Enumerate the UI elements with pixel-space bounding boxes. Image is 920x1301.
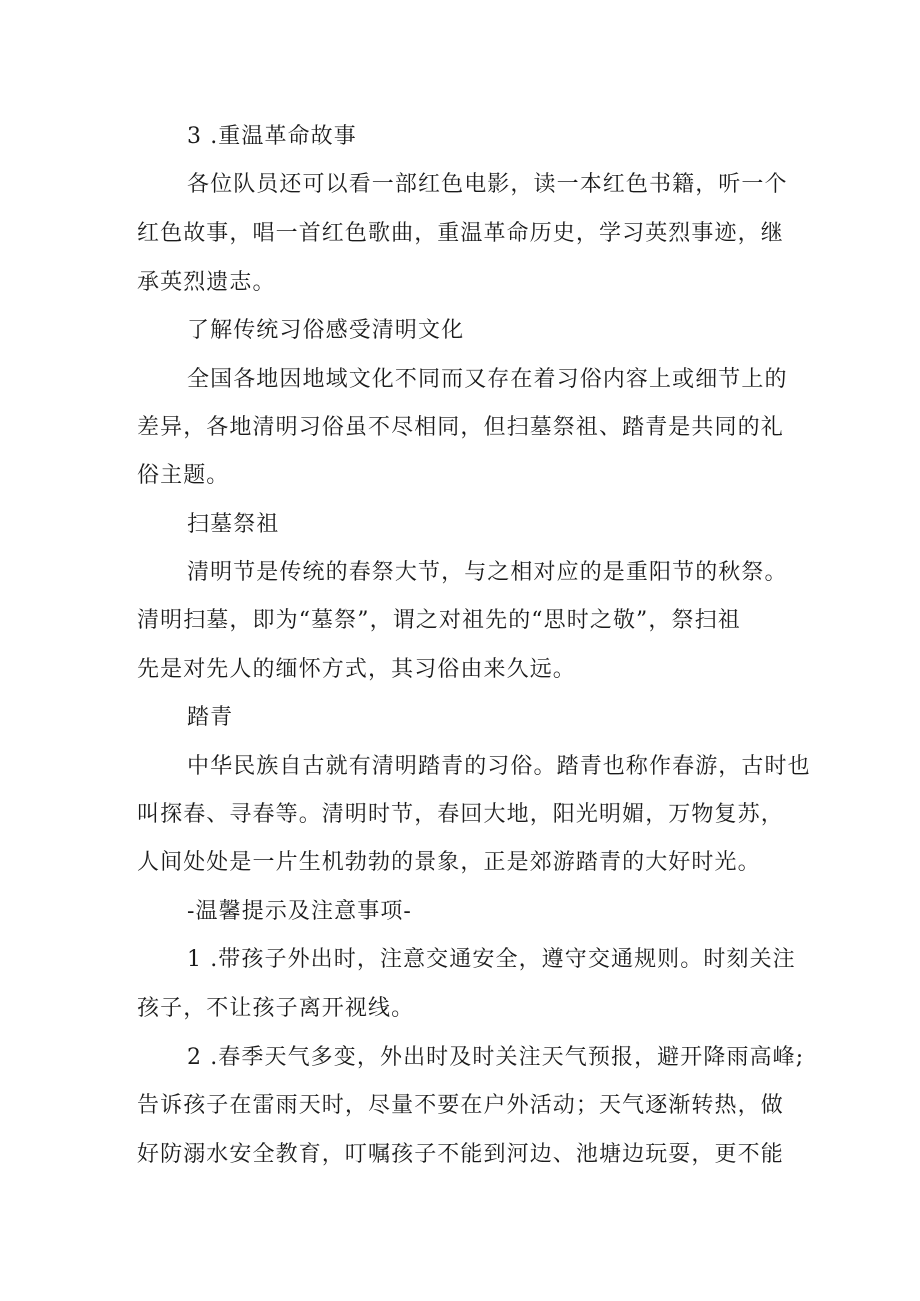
paragraph-line: 中华民族自古就有清明踏青的习俗。踏青也称作春游，古时也 bbox=[187, 754, 811, 779]
section-heading-revolution-stories: 3 .重温革命故事 bbox=[187, 124, 357, 149]
paragraph-line: 全国各地因地域文化不同而又存在着习俗内容上或细节上的 bbox=[187, 367, 788, 392]
paragraph-line: 俗主题。 bbox=[137, 463, 230, 488]
paragraph-line: 差异，各地清明习俗虽不尽相同，但扫墓祭祖、踏青是共同的礼 bbox=[137, 415, 784, 440]
paragraph-line: 清明节是传统的春祭大节，与之相对应的是重阳节的秋祭。 bbox=[187, 560, 788, 585]
paragraph-line: 红色故事，唱一首红色歌曲，重温革命历史，学习英烈事迹，继 bbox=[137, 221, 784, 246]
section-heading-tips: -温馨提示及注意事项- bbox=[187, 899, 412, 924]
paragraph-line: 叫探春、寻春等。清明时节，春回大地，阳光明媚，万物复苏， bbox=[137, 802, 784, 827]
paragraph-line: 各位队员还可以看一部红色电影，读一本红色书籍，听一个 bbox=[187, 172, 788, 197]
section-heading-tradition: 了解传统习俗感受清明文化 bbox=[187, 318, 465, 343]
paragraph-line: 清明扫墓，即为“墓祭”，谓之对祖先的“思时之敬”，祭扫祖 bbox=[137, 608, 741, 633]
paragraph-line: 1 .带孩子外出时，注意交通安全，遵守交通规则。时刻关注 bbox=[187, 947, 796, 972]
paragraph-line: 先是对先人的缅怀方式，其习俗由来久远。 bbox=[137, 657, 576, 682]
section-heading-outing: 踏青 bbox=[187, 705, 234, 730]
paragraph-line: 人间处处是一片生机勃勃的景象，正是郊游踏青的大好时光。 bbox=[137, 850, 761, 875]
section-heading-tomb-sweeping: 扫墓祭祖 bbox=[187, 512, 280, 537]
paragraph-line: 告诉孩子在雷雨天时，尽量不要在户外活动；天气逐渐转热，做 bbox=[137, 1093, 784, 1118]
paragraph-line: 好防溺水安全教育，叮嘱孩子不能到河边、池塘边玩耍，更不能 bbox=[137, 1142, 784, 1167]
paragraph-line: 承英烈遗志。 bbox=[137, 270, 276, 295]
paragraph-line: 孩子，不让孩子离开视线。 bbox=[137, 996, 415, 1021]
paragraph-line: 2 .春季天气多变，外出时及时关注天气预报，避开降雨高峰; bbox=[187, 1045, 805, 1070]
